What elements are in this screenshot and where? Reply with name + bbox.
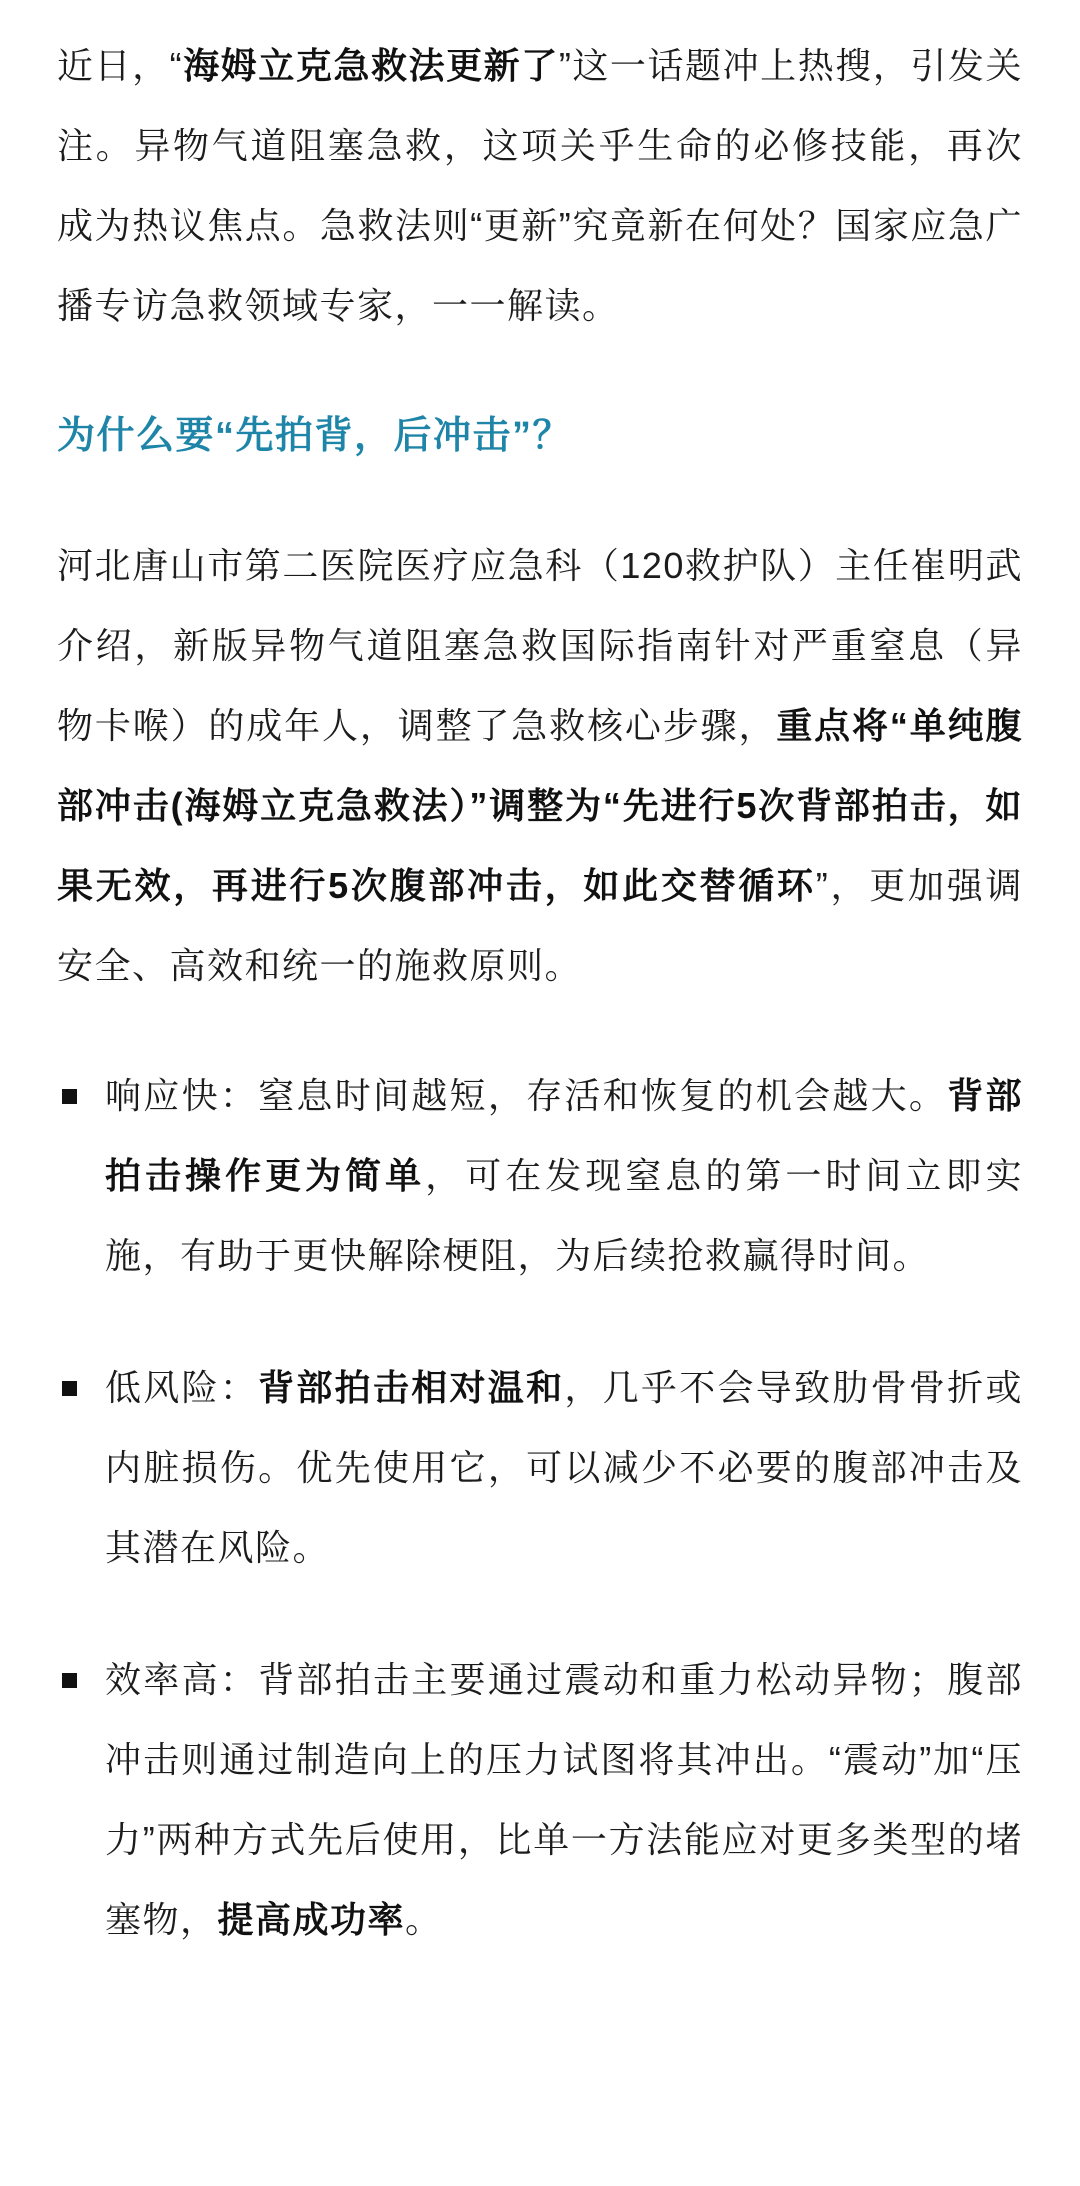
section-heading: 为什么要“先拍背，后冲击”？ (57, 415, 573, 457)
bullet-list (57, 1056, 1023, 1960)
bullet-item-text: 效率高：背部拍击主要通过震动和重力松动异物；腹部冲击则通过制造向上的压力试图将其冲出。“震动”加“压力”两种方式先后使用，比单一方法能应对更多类型的堵塞物，提高成功率。 (105, 1659, 1023, 1940)
detail-paragraph: 河北唐山市第二医院医疗应急科（120救护队）主任崔明武介绍，新版异物气道阻塞急救国际指南针对严重窒息（异物卡喉）的成年人，调整了急救核心步骤，重点将“单纯腹部冲击(海姆立克急救法）”调整为“先进行5次背部拍击，如果无效，再进行5次腹部冲击，如此交替循环”，更加强调安全、高效和统一的施救原则。 (57, 545, 1023, 986)
bullet-item (57, 1056, 1023, 1296)
bullet-item (57, 1348, 1023, 1588)
intro-paragraph: 近日，“海姆立克急救法更新了”这一话题冲上热搜，引发关注。异物气道阻塞急救，这项关乎生命的必修技能，再次成为热议焦点。急救法则“更新”究竟新在何处？国家应急广播专访急救领域专家，一一解读。 (57, 45, 1023, 326)
square-bullet-icon (62, 1381, 77, 1396)
bullet-item (57, 1640, 1023, 1960)
square-bullet-icon (62, 1673, 77, 1688)
bullet-item-text: 响应快：窒息时间越短，存活和恢复的机会越大。背部拍击操作更为简单，可在发现窒息的第一时间立即实施，有助于更快解除梗阻，为后续抢救赢得时间。 (105, 1075, 1023, 1276)
bullet-item-text: 低风险：背部拍击相对温和，几乎不会导致肋骨骨折或内脏损伤。优先使用它，可以减少不必要的腹部冲击及其潜在风险。 (105, 1367, 1023, 1568)
square-bullet-icon (62, 1089, 77, 1104)
